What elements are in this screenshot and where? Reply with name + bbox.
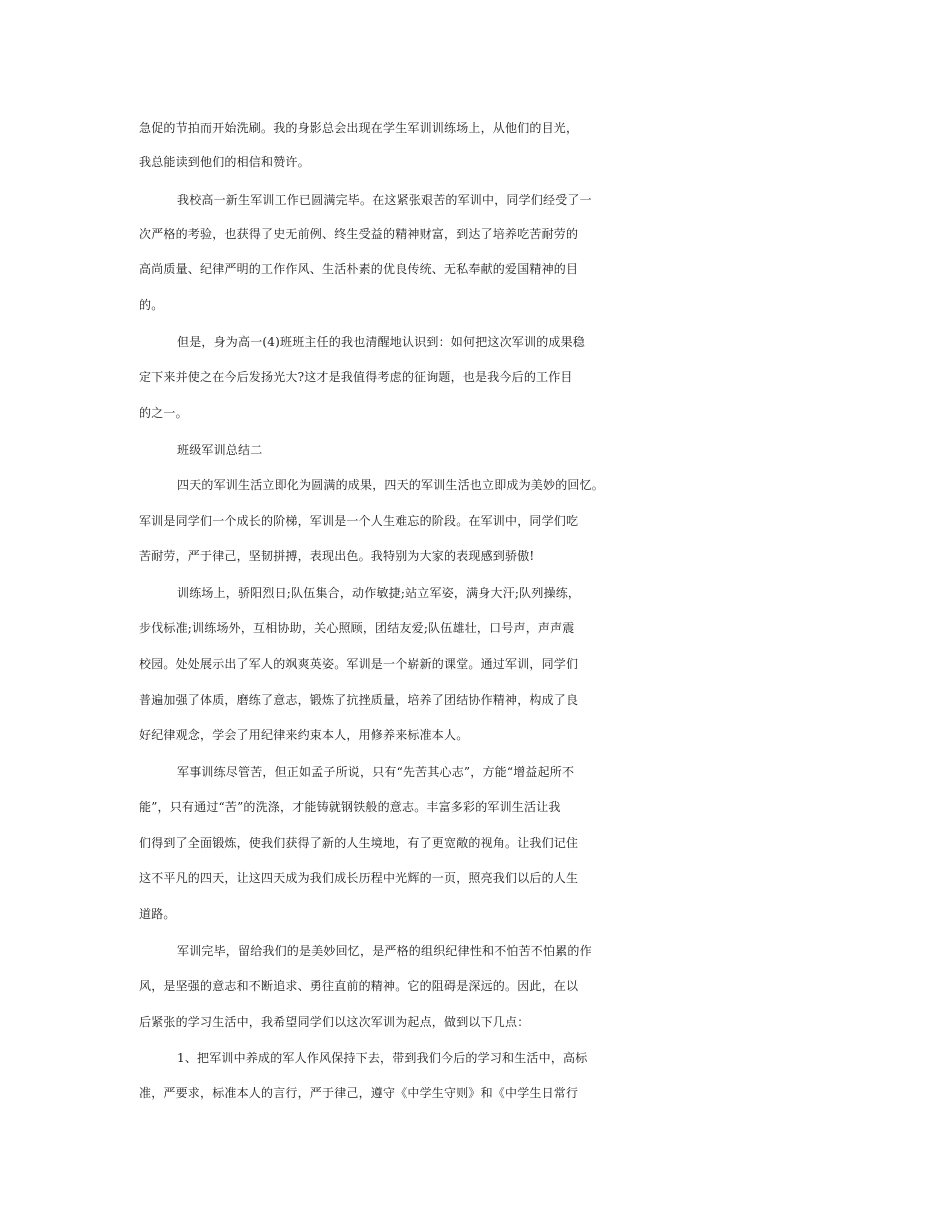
text-line: 后紧张的学习生活中，我希望同学们以这次军训为起点，做到以下几点： [139,1015,530,1029]
text-line: 普遍加强了体质，磨练了意志，锻炼了抗挫质量，培养了团结协作精神，构成了良 [139,693,579,707]
paragraph-start-line: 但是，身为高一(4)班班主任的我也清醒地认识到：如何把这次军训的成果稳 [177,335,586,349]
text-line: 准，严要求，标准本人的言行，严于律己，遵守《中学生守则》和《中学生日常行 [139,1086,579,1100]
text-line: 们得到了全面锻炼，使我们获得了新的人生境地，有了更宽敞的视角。让我们记住 [139,836,579,850]
paragraph-start-line: 我校高一新生军训工作已圆满完毕。在这紧张艰苦的军训中，同学们经受了一 [177,193,592,207]
paragraph-start-line: 军训完毕，留给我们的是美妙回忆，是严格的组织纪律性和不怕苦不怕累的作 [177,944,592,958]
paragraph-start-line: 四天的军训生活立即化为圆满的成果，四天的军训生活也立即成为美妙的回忆。 [177,478,605,492]
text-line: 步伐标准;训练场外，互相协助，关心照顾，团结友爱;队伍雄壮，口号声，声声震 [139,621,575,635]
text-line: 的之一。 [139,406,188,420]
text-line: 这不平凡的四天，让这四天成为我们成长历程中光辉的一页，照亮我们以后的人生 [139,871,579,885]
paragraph-start-line: 训练场上，骄阳烈日;队伍集合，动作敏捷;站立军姿，满身大汗;队列操练， [177,586,581,600]
text-line: 好纪律观念，学会了用纪律来约束本人，用修养来标准本人。 [139,728,469,742]
section-heading: 班级军训总结二 [177,443,263,457]
text-line: 能”，只有通过“苦”的洗涤，才能铸就钢铁般的意志。丰富多彩的军训生活让我 [139,800,561,814]
text-line: 的。 [139,298,164,312]
text-line: 定下来并使之在今后发扬光大?这才是我值得考虑的征询题，也是我今后的工作目 [139,370,573,384]
paragraph-start-line: 军事训练尽管苦，但正如孟子所说，只有“先苦其心志”，方能“增益起所不 [177,765,575,779]
text-line: 苦耐劳，严于律己，坚韧拼搏，表现出色。我特别为大家的表现感到骄傲! [139,549,535,563]
text-line: 校园。处处展示出了军人的飒爽英姿。军训是一个崭新的课堂。通过军训，同学们 [139,657,579,671]
paragraph-start-line: 1、把军训中养成的军人作风保持下去，带到我们今后的学习和生活中，高标 [177,1051,588,1065]
text-line: 高尚质量、纪律严明的工作作风、生活朴素的优良传统、无私奉献的爱国精神的目 [139,262,579,276]
text-line: 军训是同学们一个成长的阶梯，军训是一个人生难忘的阶段。在军训中，同学们吃 [139,514,579,528]
text-line: 风，是坚强的意志和不断追求、勇往直前的精神。它的阻碍是深远的。因此，在以 [139,979,579,993]
text-line: 次严格的考验，也获得了史无前例、终生受益的精神财富，到达了培养吃苦耐劳的 [139,227,579,241]
text-line: 急促的节拍而开始洗刷。我的身影总会出现在学生军训训练场上，从他们的目光， [139,121,579,135]
text-line: 我总能读到他们的相信和赞许。 [139,155,310,169]
text-line: 道路。 [139,907,176,921]
